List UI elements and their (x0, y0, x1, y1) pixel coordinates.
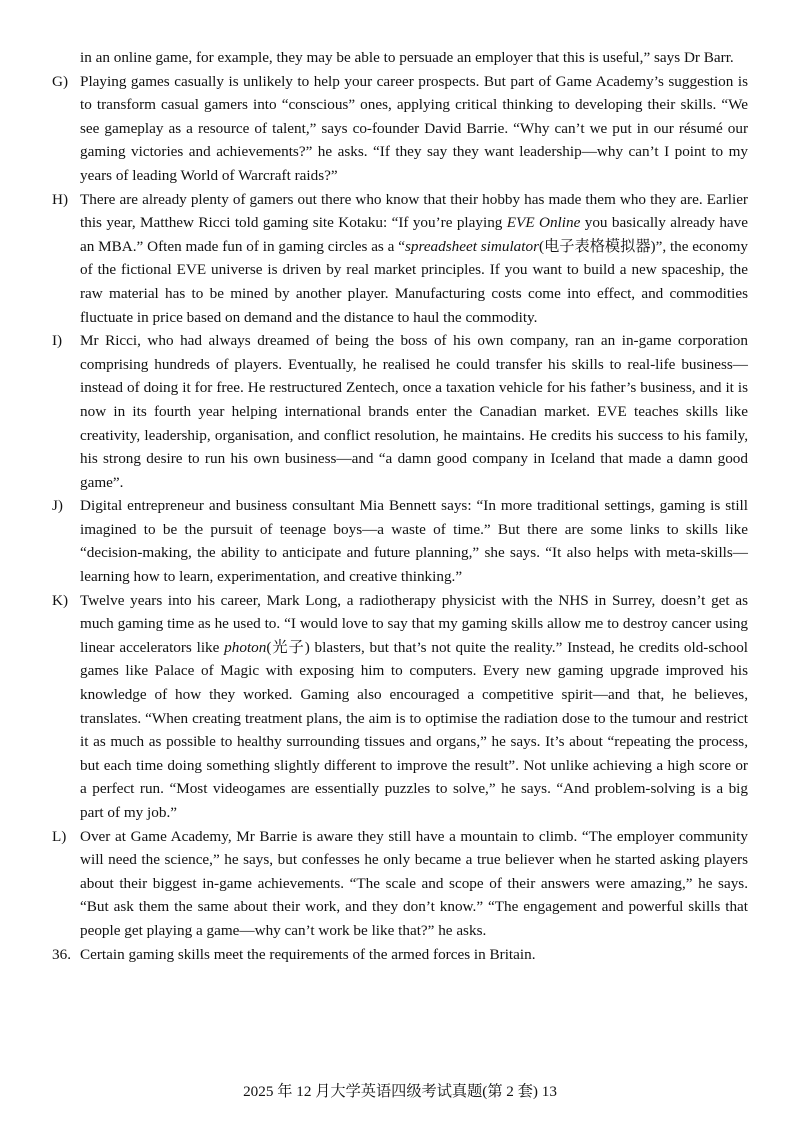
paragraph-i (0, 329, 800, 494)
paragraph-text: Mr Ricci, who had always dreamed of being the boss of his own company, ran an in-game corporation comprising hundreds of players. Eventually, he realised he could transfer his skills to real-life business—instead of doing it for free. He restructured Zentech, once a taxation vehicle for his father’s business, and it is now in its fourth year helping international brands enter the Canadian market. EVE teaches skills like creativity, leadership, organisation, and conflict resolution, he maintains. He credits his success to his family, his strong desire to run his own business—and “a damn good company in Iceland that made a damn good game”. (80, 332, 748, 491)
paragraph-j (0, 494, 800, 588)
paragraph-label: K) (52, 591, 69, 609)
question-36 (0, 943, 800, 967)
paragraph-f-text: in an online game, for example, they may be able to persuade an employer that this is useful,” says Dr Barr. (80, 49, 734, 66)
paragraph-label: G) (52, 72, 69, 90)
paragraph-label: L) (52, 827, 67, 845)
paragraph-label: I) (52, 332, 63, 350)
paragraph-k (0, 589, 800, 825)
game-title: EVE Online (506, 214, 581, 232)
paragraph-text: Playing games casually is unlikely to help your career prospects. But part of Game Academy’s suggestion is to transform casual gamers into “conscious” ones, applying critical thinking to developing their skills. “We see gameplay as a resource of talent,” says co-founder David Barrie. “Why can’t we put in our résumé our gaming victories and achievements?” he asks. “If they say they want leadership—why can’t I point to my years of leading World of Warcraft raids?” (80, 72, 748, 184)
paragraph-text-part: There are already plenty of gamers out there who know that their hobby has made them who they are. Earlier this year, Matthew Ricci told gaming site Kotaku: “If you’re playing (80, 190, 748, 232)
italic-term: spreadsheet simulator (404, 237, 539, 255)
italic-term: photon (224, 638, 267, 656)
paragraph-label: J) (52, 497, 63, 515)
paragraph-l (0, 825, 800, 943)
page-footer: 2025 年 12 月大学英语四级考试真题(第 2 套) 13 (243, 1083, 557, 1100)
question-number: 36. (52, 945, 71, 963)
paragraph-text-part: Twelve years into his career, Mark Long, a radiotherapy physicist with the NHS in Surrey, doesn’t get as much gaming time as he used to. “I would love to say that my gaming skills allow me to destroy cancer using linear accelerators like (80, 591, 748, 656)
question-text: Certain gaming skills meet the requirements of the armed forces in Britain. (80, 945, 536, 963)
paragraph-text: Digital entrepreneur and business consultant Mia Bennett says: “In more traditional settings, gaming is still imagined to be the pursuit of teenage boys—a waste of time.” But there are some links to skills like “decision-making, the ability to anticipate and future planning,” she says. “It also helps with meta-skills—learning how to learn, experimentation, and creative thinking.” (80, 497, 748, 586)
paragraph-h (0, 188, 800, 330)
paragraph-f-continuation (0, 46, 800, 70)
paragraph-g (0, 70, 800, 188)
paragraph-label: H) (52, 190, 69, 208)
document-page (0, 46, 800, 966)
paragraph-text-part: (光子) blasters, but that’s not quite the reality.” Instead, he credits old-school games like Palace of Magic with exposing him to computers. Every new gaming upgrade improved his knowledge of how they worked. Gaming also encouraged a competitive spirit—and that, he believes, translates. “When creating treatment plans, the aim is to optimise the radiation dose to the tumour and restrict it as much as possible to healthy surrounding tissues and organs,” he says. It’s about “repeating the process, but each time doing something slightly different to improve the result”. Not unlike achieving a high score or a perfect run. “Most videogames are essentially puzzles to solve,” he says. “And problem-solving is a big part of my job.” (80, 638, 749, 821)
paragraph-text: Over at Game Academy, Mr Barrie is aware they still have a mountain to climb. “The employer community will need the science,” he says, but confesses he only became a true believer when he started asking players about their biggest in-game achievements. “The scale and scope of their answers were amazing,” he says. “But ask them the same about their work, and they don’t know.” “The engagement and powerful skills that people get playing a game—why can’t work be like that?” he asks. (80, 827, 748, 939)
paragraph-text-part: you basically already have an MBA.” Often made fun of in gaming circles as a “ (80, 214, 748, 255)
paragraph-text-part: (电子表格模拟器)”, the economy of the fictional EVE universe is driven by real market principles. If you want to build a new spaceship, the raw material has to be mined by another player. Manufacturing costs come into effect, and commodities fluctuate in price based on demand and the distance to haul the commodity. (80, 237, 748, 326)
